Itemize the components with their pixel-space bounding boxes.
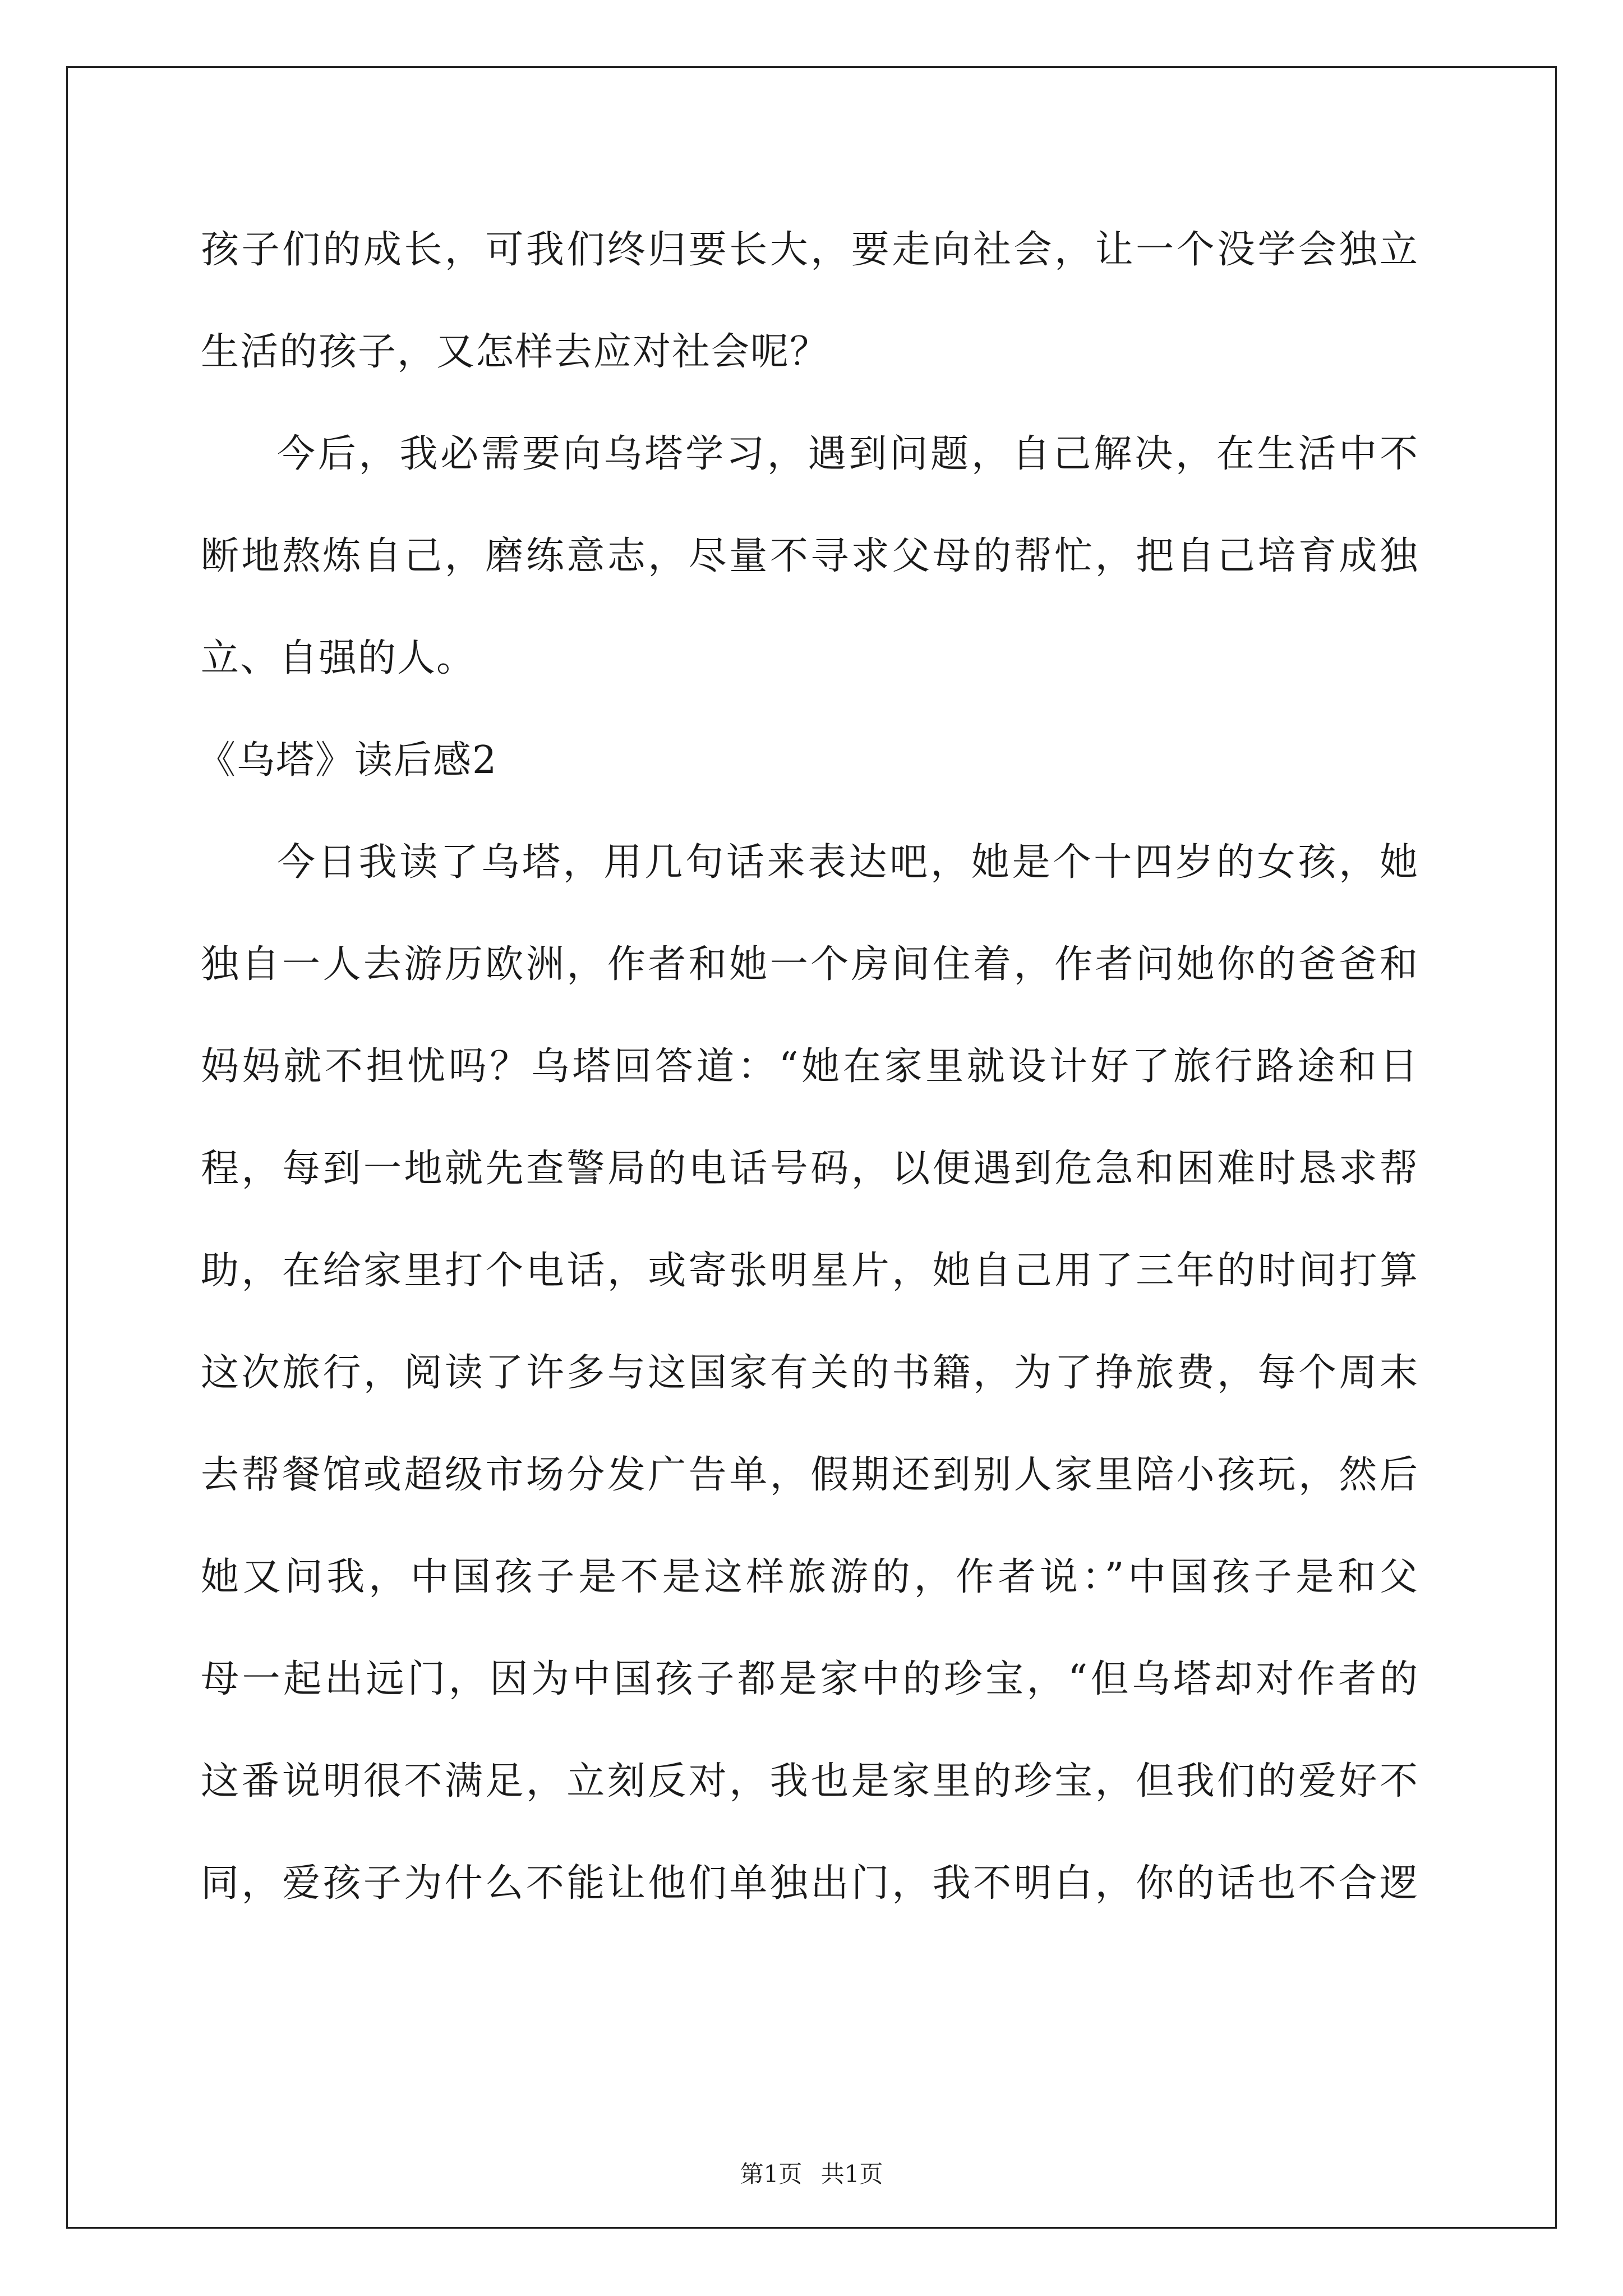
page-footer [0,2162,1623,2186]
text-line: 孩子们的成长，可我们终归要长大，要走向社会，让一个没学会独立 [201,228,1419,272]
section-heading: 《乌塔》读后感2 [197,738,498,783]
text-line: 这番说明很不满足，立刻反对，我也是家里的珍宝，但我们的爱好不 [201,1759,1419,1803]
text-line: 助，在给家里打个电话，或寄张明星片，她自己用了三年的时间打算 [201,1249,1419,1293]
text-line: 立、自强的人。 [201,636,476,680]
text-line: 去帮餐馆或超级市场分发广告单，假期还到别人家里陪小孩玩，然后 [201,1453,1419,1497]
page-number: 第1页 [740,2160,803,2188]
text-line: 程，每到一地就先查警局的电话号码，以便遇到危急和困难时恳求帮 [201,1147,1419,1191]
text-line: 妈妈就不担忧吗？乌塔回答道：“她在家里就设计好了旅行路途和日 [201,1045,1419,1089]
paragraph-first-line: 今日我读了乌塔，用几句话来表达吧，她是个十四岁的女孩，她 [277,840,1419,885]
paragraph-first-line: 今后，我必需要向乌塔学习，遇到问题，自己解决，在生活中不 [277,432,1419,476]
text-line: 她又问我，中国孩子是不是这样旅游的，作者说：”中国孩子是和父 [201,1555,1419,1599]
text-line: 母一起出远门，因为中国孩子都是家中的珍宝，“但乌塔却对作者的 [201,1657,1419,1701]
text-line: 这次旅行，阅读了许多与这国家有关的书籍，为了挣旅费，每个周末 [201,1351,1419,1395]
text-line: 断地熬炼自己，磨练意志，尽量不寻求父母的帮忙，把自己培育成独 [201,534,1419,578]
page-total: 共1页 [820,2160,883,2188]
text-line: 同，爱孩子为什么不能让他们单独出门，我不明白，你的话也不合逻 [201,1861,1419,1906]
text-line: 生活的孩子，又怎样去应对社会呢？ [201,330,829,374]
text-line: 独自一人去游历欧洲，作者和她一个房间住着，作者问她你的爸爸和 [201,942,1419,987]
